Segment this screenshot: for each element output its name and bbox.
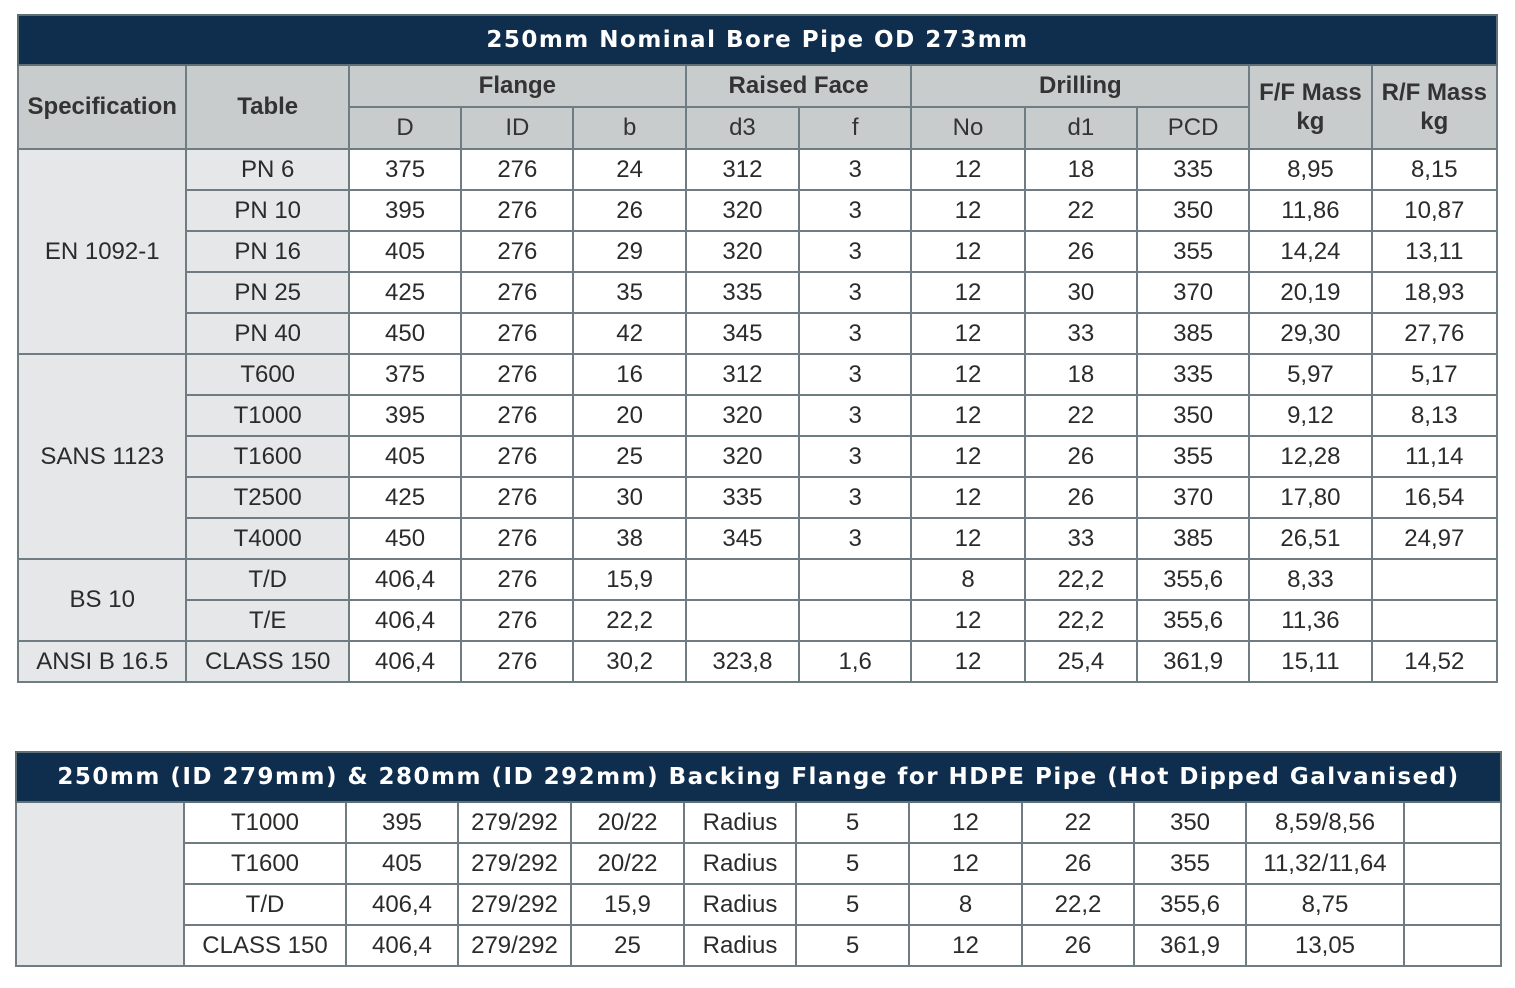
header-specification: Specification	[18, 65, 186, 149]
cell-id: 276	[461, 559, 573, 600]
cell-rf-mass	[1404, 843, 1501, 884]
cell-ff-mass: 11,32/11,64	[1246, 843, 1404, 884]
cell-d1: 26	[1022, 925, 1134, 966]
cell-d1: 22	[1025, 395, 1137, 436]
cell-f: 3	[799, 313, 911, 354]
cell-no: 12	[911, 518, 1024, 559]
cell-table: T1000	[186, 395, 348, 436]
cell-d1: 22,2	[1025, 600, 1137, 641]
cell-d1: 30	[1025, 272, 1137, 313]
cell-pcd: 355,6	[1134, 884, 1246, 925]
cell-ff-mass: 8,75	[1246, 884, 1404, 925]
cell-no: 12	[911, 436, 1024, 477]
cell-no: 12	[909, 925, 1022, 966]
cell-d3: 345	[686, 518, 799, 559]
cell-d1: 26	[1025, 436, 1137, 477]
cell-d3: Radius	[684, 802, 796, 843]
cell-d: 450	[349, 518, 461, 559]
cell-d3: 320	[686, 190, 799, 231]
cell-ff-mass: 29,30	[1249, 313, 1371, 354]
table-row	[18, 600, 1497, 641]
table-row	[18, 436, 1497, 477]
header-d: D	[349, 107, 461, 149]
cell-f: 3	[799, 272, 911, 313]
cell-rf-mass: 11,14	[1372, 436, 1497, 477]
cell-id: 276	[461, 477, 573, 518]
table-row	[18, 641, 1497, 682]
cell-rf-mass: 8,13	[1372, 395, 1497, 436]
cell-f: 3	[799, 477, 911, 518]
cell-pcd: 355	[1137, 436, 1249, 477]
header-ff-mass	[1249, 65, 1371, 149]
cell-id: 276	[461, 190, 573, 231]
cell-pcd: 350	[1137, 395, 1249, 436]
cell-no: 12	[911, 231, 1024, 272]
cell-rf-mass: 8,15	[1372, 149, 1497, 190]
cell-ff-mass: 8,33	[1249, 559, 1371, 600]
table-row	[18, 477, 1497, 518]
cell-pcd: 370	[1137, 272, 1249, 313]
cell-pcd: 355,6	[1137, 600, 1249, 641]
cell-table: PN 6	[186, 149, 348, 190]
table-row	[16, 843, 1501, 884]
header-id: ID	[461, 107, 573, 149]
cell-d3	[686, 600, 799, 641]
cell-b: 38	[573, 518, 685, 559]
cell-pcd: 361,9	[1137, 641, 1249, 682]
cell-d3	[686, 559, 799, 600]
spec-cell: ANSI B 16.5	[18, 641, 186, 682]
cell-f: 3	[799, 518, 911, 559]
cell-d1: 22,2	[1022, 884, 1134, 925]
cell-ff-mass: 8,59/8,56	[1246, 802, 1404, 843]
table-title: 250mm Nominal Bore Pipe OD 273mm	[18, 15, 1497, 65]
spec-cell-empty	[16, 802, 184, 966]
cell-ff-mass: 13,05	[1246, 925, 1404, 966]
cell-no: 12	[911, 477, 1024, 518]
header-ff-mass-unit: kg	[1296, 108, 1325, 135]
cell-d3: 312	[686, 149, 799, 190]
cell-table: PN 25	[186, 272, 348, 313]
cell-d: 395	[346, 802, 458, 843]
cell-rf-mass: 27,76	[1372, 313, 1497, 354]
cell-f	[799, 559, 911, 600]
table-row	[16, 884, 1501, 925]
cell-ff-mass: 8,95	[1249, 149, 1371, 190]
cell-d: 406,4	[346, 884, 458, 925]
header-no: No	[911, 107, 1024, 149]
table2-body	[16, 802, 1501, 966]
cell-d1: 26	[1025, 477, 1137, 518]
header-d1: d1	[1025, 107, 1137, 149]
cell-d1: 33	[1025, 313, 1137, 354]
table-row	[18, 272, 1497, 313]
header-rf-mass-label: R/F Mass	[1381, 79, 1487, 106]
cell-pcd: 370	[1137, 477, 1249, 518]
cell-b: 15,9	[571, 884, 684, 925]
table-row	[18, 313, 1497, 354]
cell-d3: Radius	[684, 925, 796, 966]
table-row	[18, 231, 1497, 272]
cell-rf-mass: 10,87	[1372, 190, 1497, 231]
cell-d: 406,4	[346, 925, 458, 966]
header-pcd: PCD	[1137, 107, 1249, 149]
cell-d1: 26	[1025, 231, 1137, 272]
table-row	[18, 354, 1497, 395]
cell-d1: 18	[1025, 149, 1137, 190]
cell-ff-mass: 17,80	[1249, 477, 1371, 518]
cell-d: 406,4	[349, 600, 461, 641]
header-ff-mass-label: F/F Mass	[1259, 79, 1362, 106]
header-b: b	[573, 107, 685, 149]
cell-ff-mass: 14,24	[1249, 231, 1371, 272]
cell-d: 375	[349, 149, 461, 190]
cell-d: 450	[349, 313, 461, 354]
cell-ff-mass: 12,28	[1249, 436, 1371, 477]
cell-b: 16	[573, 354, 685, 395]
cell-table: T2500	[186, 477, 348, 518]
cell-d: 405	[346, 843, 458, 884]
cell-ff-mass: 20,19	[1249, 272, 1371, 313]
cell-pcd: 335	[1137, 149, 1249, 190]
cell-no: 8	[911, 559, 1024, 600]
cell-table: T/D	[186, 559, 348, 600]
cell-table: CLASS 150	[184, 925, 346, 966]
cell-pcd: 385	[1137, 518, 1249, 559]
cell-f: 5	[796, 925, 909, 966]
cell-table: T/D	[184, 884, 346, 925]
cell-d3: 323,8	[686, 641, 799, 682]
cell-table: T4000	[186, 518, 348, 559]
flange-table-250mm	[17, 14, 1498, 683]
cell-d1: 18	[1025, 354, 1137, 395]
cell-d3: 320	[686, 395, 799, 436]
spec-cell: SANS 1123	[18, 354, 186, 559]
cell-d3: 345	[686, 313, 799, 354]
cell-b: 26	[573, 190, 685, 231]
cell-id: 276	[461, 231, 573, 272]
cell-rf-mass: 14,52	[1372, 641, 1497, 682]
cell-d1: 26	[1022, 843, 1134, 884]
cell-no: 12	[911, 600, 1024, 641]
cell-pcd: 361,9	[1134, 925, 1246, 966]
cell-f: 5	[796, 884, 909, 925]
cell-rf-mass	[1372, 600, 1497, 641]
cell-d: 405	[349, 436, 461, 477]
cell-d3: Radius	[684, 884, 796, 925]
cell-rf-mass	[1404, 884, 1501, 925]
cell-ff-mass: 11,36	[1249, 600, 1371, 641]
table-row	[16, 802, 1501, 843]
cell-no: 12	[909, 843, 1022, 884]
header-drilling: Drilling	[911, 65, 1249, 107]
spec-cell: EN 1092-1	[18, 149, 186, 354]
cell-id: 279/292	[458, 925, 571, 966]
cell-no: 12	[911, 354, 1024, 395]
cell-pcd: 355	[1134, 843, 1246, 884]
cell-rf-mass: 5,17	[1372, 354, 1497, 395]
cell-d: 395	[349, 395, 461, 436]
cell-rf-mass	[1372, 559, 1497, 600]
cell-b: 20/22	[571, 802, 684, 843]
cell-b: 25	[571, 925, 684, 966]
cell-no: 12	[911, 149, 1024, 190]
cell-d3: 335	[686, 272, 799, 313]
cell-pcd: 385	[1137, 313, 1249, 354]
cell-f: 3	[799, 231, 911, 272]
cell-table: T1600	[186, 436, 348, 477]
header-rf-mass	[1372, 65, 1497, 149]
cell-id: 276	[461, 149, 573, 190]
cell-no: 12	[911, 272, 1024, 313]
cell-b: 24	[573, 149, 685, 190]
cell-table: CLASS 150	[186, 641, 348, 682]
cell-d: 425	[349, 272, 461, 313]
cell-b: 29	[573, 231, 685, 272]
cell-d3: 335	[686, 477, 799, 518]
cell-d: 425	[349, 477, 461, 518]
cell-b: 15,9	[573, 559, 685, 600]
cell-b: 42	[573, 313, 685, 354]
table-row	[18, 518, 1497, 559]
cell-f: 3	[799, 395, 911, 436]
table-row	[16, 925, 1501, 966]
cell-f: 3	[799, 436, 911, 477]
cell-rf-mass: 18,93	[1372, 272, 1497, 313]
cell-f: 5	[796, 843, 909, 884]
cell-table: T1600	[184, 843, 346, 884]
cell-id: 276	[461, 313, 573, 354]
cell-table: PN 40	[186, 313, 348, 354]
header-flange: Flange	[349, 65, 686, 107]
cell-d: 406,4	[349, 559, 461, 600]
cell-rf-mass	[1404, 925, 1501, 966]
cell-id: 276	[461, 600, 573, 641]
cell-table: T/E	[186, 600, 348, 641]
spec-cell: BS 10	[18, 559, 186, 641]
cell-no: 12	[911, 395, 1024, 436]
cell-rf-mass	[1404, 802, 1501, 843]
cell-d: 405	[349, 231, 461, 272]
header-f: f	[799, 107, 911, 149]
cell-ff-mass: 15,11	[1249, 641, 1371, 682]
cell-f: 3	[799, 149, 911, 190]
cell-f	[799, 600, 911, 641]
cell-rf-mass: 24,97	[1372, 518, 1497, 559]
cell-b: 20	[573, 395, 685, 436]
cell-d1: 22,2	[1025, 559, 1137, 600]
cell-d1: 22	[1025, 190, 1137, 231]
cell-b: 22,2	[573, 600, 685, 641]
table-row	[18, 559, 1497, 600]
cell-id: 276	[461, 641, 573, 682]
cell-d3: 320	[686, 231, 799, 272]
cell-f: 5	[796, 802, 909, 843]
cell-f: 1,6	[799, 641, 911, 682]
cell-b: 30,2	[573, 641, 685, 682]
cell-id: 279/292	[458, 802, 571, 843]
cell-rf-mass: 16,54	[1372, 477, 1497, 518]
cell-b: 20/22	[571, 843, 684, 884]
cell-rf-mass: 13,11	[1372, 231, 1497, 272]
cell-no: 12	[911, 641, 1024, 682]
cell-f: 3	[799, 190, 911, 231]
table-body	[18, 149, 1497, 682]
cell-id: 279/292	[458, 843, 571, 884]
header-raised-face: Raised Face	[686, 65, 912, 107]
header-rf-mass-unit: kg	[1420, 108, 1449, 135]
cell-d: 395	[349, 190, 461, 231]
backing-flange-table	[15, 751, 1502, 967]
cell-table: T600	[186, 354, 348, 395]
cell-ff-mass: 5,97	[1249, 354, 1371, 395]
table2-title: 250mm (ID 279mm) & 280mm (ID 292mm) Backing Flange for HDPE Pipe (Hot Dipped Galvanised)	[16, 752, 1501, 802]
cell-b: 25	[573, 436, 685, 477]
cell-ff-mass: 9,12	[1249, 395, 1371, 436]
cell-table: T1000	[184, 802, 346, 843]
cell-b: 30	[573, 477, 685, 518]
table-row	[18, 190, 1497, 231]
cell-pcd: 350	[1137, 190, 1249, 231]
cell-d3: 312	[686, 354, 799, 395]
cell-d1: 25,4	[1025, 641, 1137, 682]
table-row	[18, 149, 1497, 190]
cell-ff-mass: 26,51	[1249, 518, 1371, 559]
cell-table: PN 10	[186, 190, 348, 231]
cell-id: 276	[461, 395, 573, 436]
cell-pcd: 355	[1137, 231, 1249, 272]
table-row	[18, 395, 1497, 436]
header-table: Table	[186, 65, 348, 149]
cell-d1: 22	[1022, 802, 1134, 843]
cell-pcd: 350	[1134, 802, 1246, 843]
cell-no: 12	[909, 802, 1022, 843]
cell-b: 35	[573, 272, 685, 313]
cell-d3: Radius	[684, 843, 796, 884]
cell-d3: 320	[686, 436, 799, 477]
cell-id: 276	[461, 518, 573, 559]
cell-ff-mass: 11,86	[1249, 190, 1371, 231]
header-d3: d3	[686, 107, 799, 149]
cell-no: 8	[909, 884, 1022, 925]
cell-pcd: 355,6	[1137, 559, 1249, 600]
cell-id: 279/292	[458, 884, 571, 925]
cell-d: 375	[349, 354, 461, 395]
cell-id: 276	[461, 436, 573, 477]
cell-pcd: 335	[1137, 354, 1249, 395]
cell-id: 276	[461, 354, 573, 395]
cell-no: 12	[911, 313, 1024, 354]
cell-d1: 33	[1025, 518, 1137, 559]
cell-f: 3	[799, 354, 911, 395]
cell-d: 406,4	[349, 641, 461, 682]
cell-id: 276	[461, 272, 573, 313]
cell-no: 12	[911, 190, 1024, 231]
cell-table: PN 16	[186, 231, 348, 272]
